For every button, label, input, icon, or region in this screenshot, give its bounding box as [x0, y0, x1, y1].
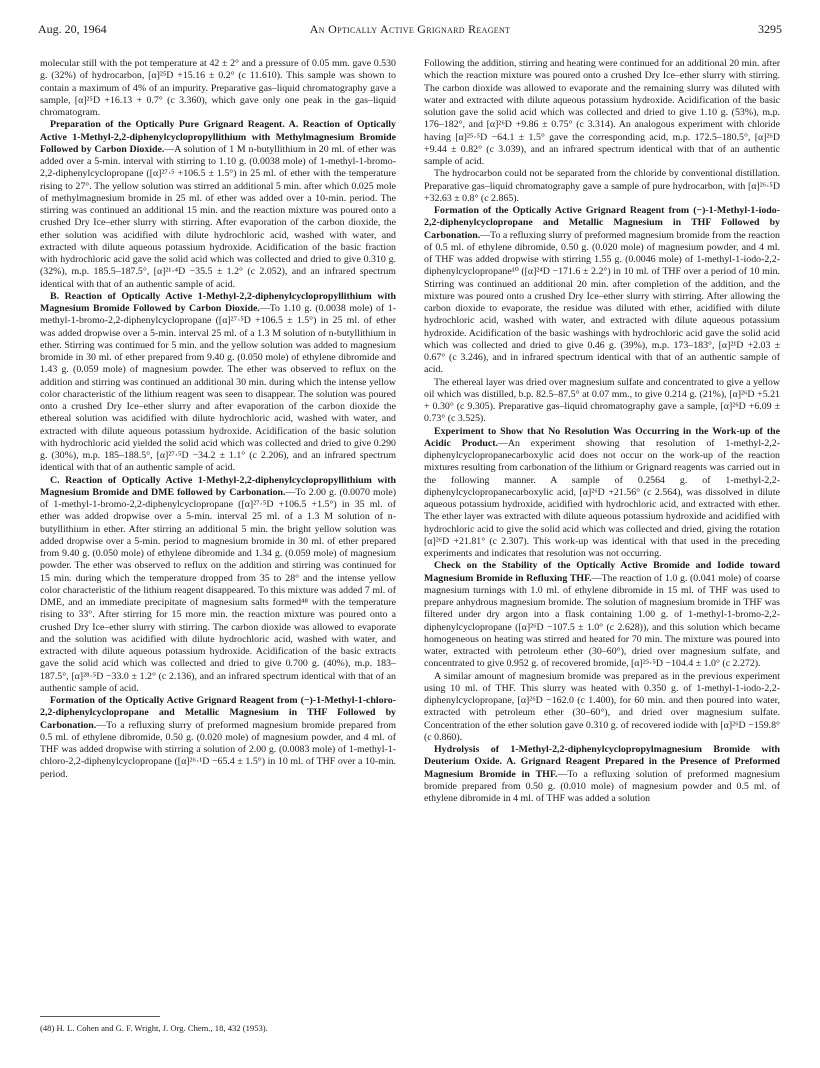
section-heading: Hydrolysis of 1-Methyl-2,2-diphenylcyclopropylmagnesium Bromide with Deuterium Oxide. A. Grignard Reagent Prepared in the Presence of Preformed Magnesium Bromide in THF. [424, 744, 780, 780]
paragraph-text: —To a refluxing slurry of preformed magnesium bromide prepared from 0.5 ml. of ethylene dibromide, 0.50 g. (0.020 mole) of magnesium powder, and 4 ml. of THF was added dropwise with stirring a solution of 2.00 g. (0.0083 mole) of 1-methyl-1-chloro-2,2-diphenylcyclopropane ([α]²⁶·¹D −65.4 ± 1.5°) in 10 ml. of THF over a 10-min. period. [40, 719, 396, 780]
paragraph [424, 205, 780, 377]
section-heading: Experiment to Show that No Resolution Was Occurring in the Work-up of the Acidic Product. [424, 425, 780, 449]
footnote: (48) H. L. Cohen and G. F. Wright, J. Org. Chem., 18, 432 (1953). [40, 1023, 268, 1033]
paragraph [424, 168, 780, 205]
paragraph-text: —A solution of 1 M n-butyllithium in 20 ml. of ether was added over a 5-min. interval with stirring to 1.10 g. (0.0038 mole) of 1-methyl-1-bromo-2,2-diphenylcyclopropane ([α]²⁷·⁵ +106.5 ± 1.5°) in 25 ml. of ether with the temperature rising to 27°. The yellow solution was stirred an additional 5 min. after which 0.025 mole of methylmagnesium bromide in 25 ml. of ether was added over a 10-min. period. The stirring was continued an additional 15 min. and the reaction mixture was poured onto a crushed Dry Ice–ether slurry with stirring. After evaporation of the carbon dioxide, the ether solution was acidified with dilute hydrochloric acid, washed with water, and extracted with dilute aqueous potassium hydroxide. Acidification of the basic fraction with hydrochloric acid gave the solid acid which was collected and dried to give 0.310 g. (32%), m.p. 185.5–187.5°, [α]²¹·⁴D −35.5 ± 1.2° (c 2.052), and an infrared spectrum identical with that of an authentic sample of acid. [40, 143, 396, 290]
section-heading: Preparation of the Optically Pure Grignard Reagent. A. Reaction of Optically Active 1-Methyl-2,2-diphenylcyclopropyllithium with Methylmagnesium Bromide Followed by Carbon Dioxide. [40, 119, 396, 155]
paragraph-text: molecular still with the pot temperature at 42 ± 2° and a pressure of 0.05 mm. gave 0.530 g. (32%) of hydrocarbon, [α]²⁵D +15.16 ± 0.2° (c 11.610). This sample was shown to contain a maximum of 4% of an impurity. Preparative gas–liquid chromatography gave a sample, [α]²⁵D +16.13 + 0.7° (c 3.360), which gave only one peak in the gas–liquid chromatogram. [40, 58, 396, 118]
page-header [38, 22, 782, 40]
paragraph-text: —To 2.00 g. (0.0070 mole) of 1-methyl-1-bromo-2,2-diphenylcyclopropane ([α]²⁷·⁵D +106.5 +1.5°) in 35 ml. of ether was added dropwise over a 5-min. interval 25 ml. of a 1.3 M solution of n-butyllithium in ether. After stirring an additional 5 min. the bright yellow solution was added dropwise over a 5-min. period to magnesium bromide in 30 ml. of ether prepared from 9.40 g. (0.050 mole) of ethylene dibromide and 1.34 g. (0.059 mole) of magnesium powder. The ether was observed to reflux on the addition and stirring was continued for 15 min. during which the temperature dropped from 35 to 28° and the intense yellow color characteristic of the lithium reagent disappeared. To this mixture was added 7 ml. of DME, and an immediate precipitate of magnesium salts formed⁴⁸ with the temperature rising to 33°. After stirring for 15 more min. the reaction mixture was poured onto a crushed Dry Ice–ether slurry with stirring. The carbon dioxide was allowed to evaporate and the solution was acidified with dilute hydrochloric acid, washed with water, and extracted with dilute aqueous potassium hydroxide. Acidification of the basic extracts gave the solid acid which was collected and dried to give 0.700 g. (40%), m.p. 183–187.5°, [α]²⁸·⁵D −33.0 ± 1.2° (c 2.136), and an infrared spectrum identical with that of an authentic sample of acid. [40, 486, 396, 694]
paragraph [40, 475, 396, 696]
section-heading: Formation of the Optically Active Grignard Reagent from (−)-1-Methyl-1-iodo-2,2-diphenylcyclopropane and Metallic Magnesium in THF Followed by Carbonation. [424, 205, 780, 241]
paragraph-text: —To 1.10 g. (0.0038 mole) of 1-methyl-1-bromo-2,2-diphenylcyclopropane ([α]²⁷·⁵D +106.5 ± 1.5°) in 25 ml. of ether was added dropwise over a 5-min. interval 25 ml. of a 1.3 M solution of n-butyllithium in ether. Stirring was continued for 5 min. and the yellow solution was added to magnesium bromide in 30 ml. of ether prepared from 9.40 g. (0.050 mole) of ethylene dibromide and 1.43 g. (0.059 mole) of magnesium powder. The ether was observed to reflux on the addition and stirring was continued an additional 30 min. during which the intense yellow color characteristic of the lithium reagent was seen to disappear. The solution was poured onto a crushed Dry Ice–ether slurry and after evaporation of the carbon dioxide the ethereal solution was acidified with dilute hydrochloric acid, washed with water, and extracted with dilute aqueous potassium hydroxide. Acidification of the basic solution with hydrochloric acid yielded the solid acid which was collected and dried to give 0.290 g. (30%), m.p. 185–188.5°, [α]²⁷·⁵D −34.2 ± 1.1° (c 2.206), and an infrared spectrum identical with that of an authentic sample of acid. [40, 303, 396, 474]
paragraph [40, 695, 396, 781]
paragraph-text: —The reaction of 1.0 g. (0.041 mole) of coarse magnesium turnings with 1.0 ml. of ethylene dibromide in 15 ml. of THF was used to prepare anhydrous magnesium bromide. The solution of magnesium bromide in THF was filtered under dry argon into a flask containing 1.00 g. of 1-methyl-1-bromo-2,2-diphenylcyclopropane ([α]²⁶D −107.5 ± 1.0° (c 2.628)), and this solution which became homogeneous on heating was stirred and heated for 70 min. The mixture was poured into water, extracted with petroleum ether (30–60°), dried over magnesium sulfate, and concentrated to give 0.952 g. of recovered bromide, [α]²⁵·⁵D −104.4 ± 1.0° (c 2.272). [424, 572, 780, 670]
header-title: An Optically Active Grignard Reagent [309, 22, 511, 36]
section-heading: Formation of the Optically Active Grignard Reagent from (−)-1-Methyl-1-chloro-2,2-diphenylcyclopropane and Metallic Magnesium in THF Followed by Carbonation. [40, 695, 396, 731]
section-heading: B. Reaction of Optically Active 1-Methyl-2,2-diphenylcyclopropyllithium with Magnesium Bromide Followed by Carbon Dioxide. [40, 290, 396, 314]
paragraph-text: Following the addition, stirring and heating were continued for an additional 20 min. after which the reaction mixture was poured onto a crushed Dry Ice–ether slurry with stirring. The carbon dioxide was allowed to evaporate and the remaining slurry was diluted with water and extracted with dilute aqueous potassium hydroxide. Acidification of the basic solution gave the solid acid which was collected and dried to give 1.10 g. (53%), m.p. 176–182°, and [α]²⁶D +9.86 ± 0.75° (c 3.314). An analogous experiment with chloride having [α]²⁵·⁵D −64.1 ± 1.5° gave the corresponding acid, m.p. 172.5–180.5°, [α]²⁶D +9.44 ± 0.82° (c 3.039), and an infrared spectrum identical with that of an authentic sample of acid. [424, 58, 780, 167]
paragraph-text: A similar amount of magnesium bromide was prepared as in the previous experiment using 10 ml. of THF. This slurry was heated with 0.350 g. of 1-methyl-1-iodo-2,2-diphenylcyclopropane, [α]²⁶D −162.0 (c 1.400), for 60 min. and then poured into water, extracted with petroleum ether (30–60°), and dried over magnesium sulfate. Concentration of the ether solution gave 0.310 g. of recovered iodide with [α]²⁶D −159.8° (c 0.860). [424, 670, 780, 743]
paragraph-text: The hydrocarbon could not be separated from the chloride by conventional distillation. Preparative gas–liquid chromatography gave a sample of pure hydrocarbon, with [α]²⁶·⁵D +32.63 ± 0.8° (c 2.865). [424, 168, 780, 204]
paragraph [424, 426, 780, 561]
left-column [40, 58, 396, 781]
footnote-rule [40, 1016, 160, 1017]
section-heading: Check on the Stability of the Optically Active Bromide and Iodide toward Magnesium Bromide in Refluxing THF. [424, 560, 780, 584]
section-heading: C. Reaction of Optically Active 1-Methyl-2,2-diphenylcyclopropyllithium with Magnesium Bromide and DME followed by Carbonation. [40, 474, 396, 498]
paragraph [424, 377, 780, 426]
paragraph [40, 58, 396, 119]
paragraph [424, 560, 780, 670]
paragraph [424, 744, 780, 805]
header-date: Aug. 20, 1964 [38, 22, 107, 36]
paragraph [40, 119, 396, 291]
paragraph-text: —To a refluxing solution of preformed magnesium bromide prepared from 0.50 g. (0.010 mole) of magnesium powder and 0.5 ml. of ethylene dibromide in 4 ml. of THF was added a solution [424, 768, 780, 804]
page-number: 3295 [758, 22, 782, 36]
paragraph [424, 671, 780, 745]
paragraph [424, 58, 780, 168]
paragraph [40, 291, 396, 475]
paragraph-text: —An experiment showing that resolution of 1-methyl-2,2-diphenylcyclopropanecarboxylic acid does not occur on the work-up of the reaction mixtures resulting from carbonation of the lithium or Grignard reagents was carried out in the following manner. A sample of 0.2564 g. of 1-methyl-2,2-diphenylcyclopropanecarboxylic acid, [α]²⁶D +21.56° (c 2.564), was dissolved in dilute aqueous potassium hydroxide, acidified with hydrochloric acid, and extracted with ether. The ether layer was extracted with dilute aqueous potassium hydroxide and acidified with hydrochloric acid to give the solid acid which was collected and dried, giving the rotation [α]²⁶D +21.81° (c 2.307). This work-up was identical with that used in the preceding experiments and indicates that resolution was not occurring. [424, 437, 780, 559]
paragraph-text: —To a refluxing slurry of preformed magnesium bromide from the reaction of 0.5 ml. of ethylene dibromide, 0.50 g. (0.020 mole) of magnesium powder, and 4 ml. of THF was added dropwise with stirring 1.55 g. (0.0046 mole) of 1-methyl-1-iodo-2,2-diphenylcyclopropane¹⁰ ([α]²⁴D −171.6 ± 2.2°) in 10 ml. of THF over a period of 10 min. Stirring was continued an additional 20 min. after completion of the addition, and the mixture was poured onto a crushed Dry Ice–ether slurry with stirring. After allowing the carbon dioxide to evaporate, the residue was diluted with ether, acidified with dilute hydrochloric acid, washed with water, and extracted with dilute aqueous potassium hydroxide. Acidification of the basic washings with hydrochloric acid gave the solid acid which was collected and dried to give 0.46 g. (39%), m.p. 173–183°, [α]²¹D +2.03 ± 0.67° (c 3.246), and in infrared spectrum identical with that of an authentic sample of acid. [424, 229, 780, 376]
paragraph-text: The ethereal layer was dried over magnesium sulfate and concentrated to give a yellow oil which was distilled, b.p. 82.5–87.5° at 0.07 mm., to give 0.214 g. (21%), [α]²⁶D +5.21 + 0.30° (c 9.305). Preparative gas–liquid chromatography gave a sample, [α]²⁶D +6.09 ± 0.73° (c 3.525). [424, 376, 780, 425]
right-column [424, 58, 780, 805]
